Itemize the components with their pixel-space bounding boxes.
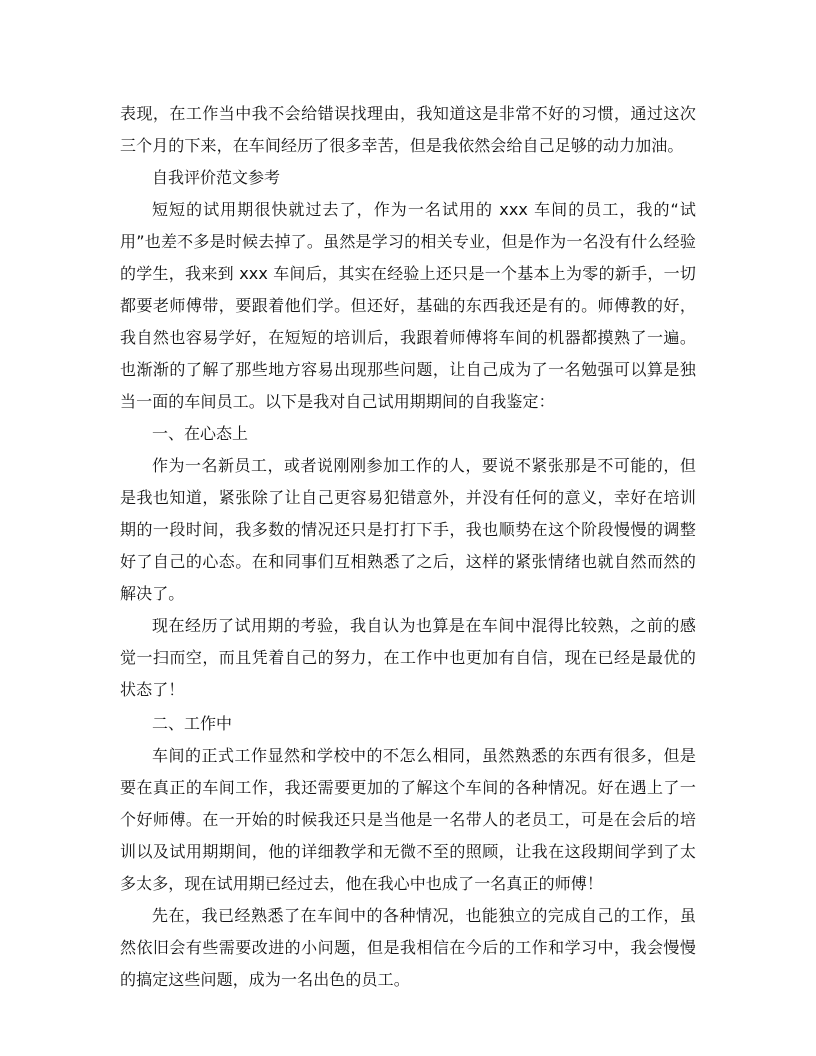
paragraph-work-1: 车间的正式工作显然和学校中的不怎么相同，虽然熟悉的东西有很多，但是要在真正的车间工作，我还需要更加的了解这个车间的各种情况。好在遇上了一个好师傅。在一开始的时候我还只是当他是一名带人的老员工，可是在会后的培训以及试用期期间，他的详细教学和无微不至的照顾，让我在这段期间学到了太多太多，现在试用期已经过去，他在我心中也成了一名真正的师傅！	[120, 746, 696, 893]
section-heading-work: 二、工作中	[152, 714, 233, 733]
section-heading-mindset: 一、在心态上	[152, 424, 249, 443]
paragraph-intro: 短短的试用期很快就过去了，作为一名试用的 xxx 车间的员工，我的“试用”也差不多是时候去掉了。虽然是学习的相关专业，但是作为一名没有什么经验的学生，我来到 xxx 车间后，其实在经验上还只是一个基本上为零的新手，一切都要老师傅带，要跟着他们学。但还好，基础的东西我还是有的。师傅教的好，我自然也容易学好，在短短的培训后，我跟着师傅将车间的机器都摸熟了一遍。也渐渐的了解了那些地方容易出现那些问题，让自己成为了一名勉强可以算是独当一面的车间员工。以下是我对自己试用期期间的自我鉴定：	[120, 200, 696, 411]
paragraph-mindset-1: 作为一名新员工，或者说刚刚参加工作的人，要说不紧张那是不可能的，但是我也知道，紧张除了让自己更容易犯错意外，并没有任何的意义，幸好在培训期的一段时间，我多数的情况还只是打打下手，我也顺势在这个阶段慢慢的调整好了自己的心态。在和同事们互相熟悉了之后，这样的紧张情绪也就自然而然的解决了。	[120, 456, 696, 603]
paragraph-work-2: 先在，我已经熟悉了在车间中的各种情况，也能独立的完成自己的工作，虽然依旧会有些需要改进的小问题，但是我相信在今后的工作和学习中，我会慢慢的搞定这些问题，成为一名出色的员工。	[120, 906, 696, 989]
section-heading-self-evaluation: 自我评价范文参考	[152, 168, 281, 187]
document-body	[120, 98, 696, 996]
paragraph-mindset-2: 现在经历了试用期的考验，我自认为也算是在车间中混得比较熟，之前的感觉一扫而空，而且凭着自己的努力，在工作中也更加有自信，现在已经是最优的状态了！	[120, 616, 696, 699]
paragraph-continued: 表现，在工作当中我不会给错误找理由，我知道这是非常不好的习惯，通过这次三个月的下来，在车间经历了很多幸苦，但是我依然会给自己足够的动力加油。	[120, 104, 696, 155]
